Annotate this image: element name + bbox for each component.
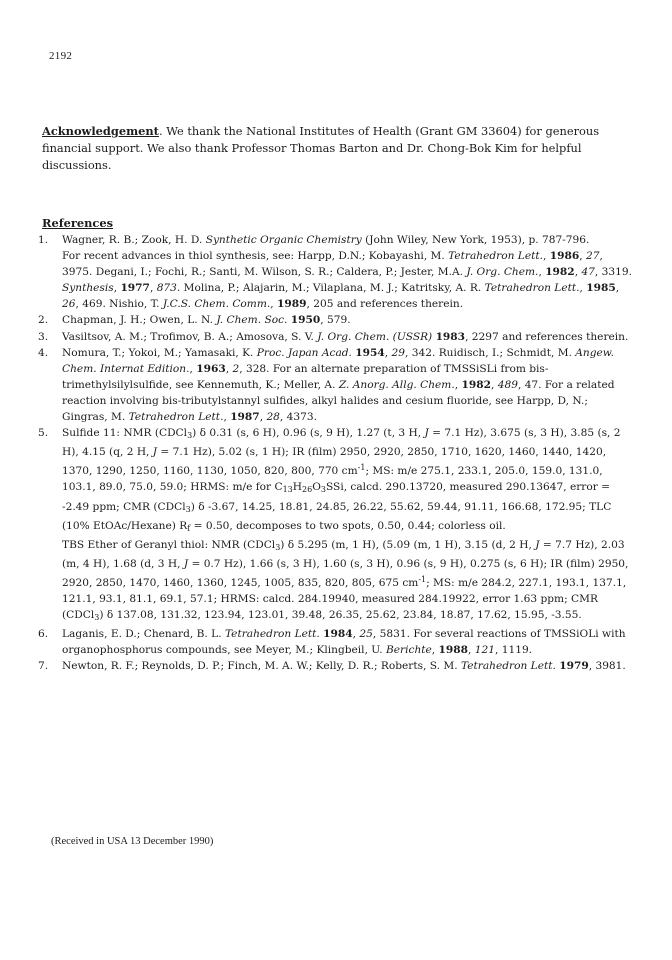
reference-number: 2 . [38,312,48,328]
page-number: 2192 [49,50,73,62]
reference-text: Chapman, J. H.; Owen, L. N. J. Chem. Soc. 1950, 579. [62,314,351,327]
reference-text: For recent advances in thiol synthesis, see: Harpp, D.N.; Kobayashi, M. Tetrahedron Lett., 1986, 27, 3975. Degani, I.; Fochi, R.; Santi, M. Wilson, S. R.; Caldera, P.; Jester, M.A. J. Org. Chem., 1982, 47, 3319. Synthesis, 1977, 873. Molina, P.; Alajarin, M.; Vilaplana, M. J.; Katritsky, A. R. Tetrahedron Lett., 1985, 26, 469. Nishio, T. J.C.S. Chem. Comm., 1989, 205 and references therein. [62,250,632,311]
reference-text: Newton, R. F.; Reynolds, D. P.; Finch, M. A. W.; Kelly, D. R.; Roberts, S. M. Tetrahedron Lett. 1979, 3981. [62,660,626,673]
acknowledgement-paragraph [42,123,630,173]
reference-item [30,329,634,345]
references-list [30,232,634,674]
reference-number: 6 . [38,626,48,642]
reference-text: TBS Ether of Geranyl thiol: NMR (CDCl$_3$) δ 5.295 (m, 1 H), (5.09 (m, 1 H), 3.15 (d, 2 H, J = 7.7 Hz), 2.03 (m, 4 H), 1.68 (d, 3 H, J = 0.7 Hz), 1.66 (s, 3 H), 1.60 (s, 3 H), 0.96 (s, 9 H), 0.275 (s, 6 H); IR (film) 2950, 2920, 2850, 1470, 1460, 1360, 1245, 1005, 835, 820, 805, 675 $cm^{-1}$; MS: m/e 284.2, 227.1, 193.1, 137.1, 121.1, 93.1, 81.1, 69.1, 57.1; HRMS: calcd. 284.19940, measured 284.19922, error 1.63 ppm; CMR (CDCl$_3$) δ 137.08, 131.32, 123.94, 123.01, 39.48, 26.35, 25.62, 23.84, 18.87, 17.62, 15.95, -3.55. [62,538,629,623]
acknowledgement-heading: Acknowledgement [42,124,159,138]
received-date: (Received in USA 13 December 1990) [51,836,214,847]
reference-text: Laganis, E. D.; Chenard, B. L. Tetrahedron Lett. 1984, 25, 5831. For several reactions of TMSSiOLi with organophosphorus compounds, see Meyer, M.; Klingbeil, U. Berichte, 1988, 121, 1119. [62,628,626,657]
reference-item [30,626,634,658]
reference-number: 3 . [38,329,48,345]
reference-item [30,232,634,312]
acknowledgement-text: . We thank the National Institutes of Health (Grant GM 33604) for generous financial support. We also thank Professor Thomas Barton and Dr. Chong-Bok Kim for helpful discussions. [42,124,600,172]
reference-item [30,658,634,674]
reference-text: Sulfide 11: NMR (CDCl$_3$) δ 0.31 (s, 6 H), 0.96 (s, 9 H), 1.27 (t, 3 H, J = 7.1 Hz), 3.675 (s, 3 H), 3.85 (s, 2 H), 4.15 (q, 2 H, J = 7.1 Hz), 5.02 (s, 1 H); IR (film) 2950, 2920, 2850, 1710, 1620, 1460, 1440, 1420, 1370, 1290, 1250, 1160, 1130, 1050, 820, 800, 770 $cm^{-1}$; MS: m/e 275.1, 233.1, 205.0, 159.0, 131.0, 103.1, 89.0, 75.0, 59.0; HRMS: m/e for $C_{13}H_{26}O_3SSi$, calcd. 290.13720, measured 290.13647, error = -2.49 ppm; CMR (CDCl$_3$) δ -3.67, 14.25, 18.81, 24.85, 26.22, 55.62, 59.44, 91.11, 166.68, 172.95; TLC (10% EtOAc/Hexane) $R_f = 0.50$, decomposes to two spots, 0.50, 0.44; colorless oil. [62,427,621,533]
references-heading: References [42,216,113,230]
reference-text: Vasiltsov, A. M.; Trofimov, B. A.; Amosova, S. V. J. Org. Chem. (USSR) 1983, 2297 and references therein. [62,330,629,343]
reference-item [30,312,634,328]
reference-text: Nomura, T.; Yokoi, M.; Yamasaki, K. Proc. Japan Acad. 1954, 29, 342. Ruidisch, I.; Schmidt, M. Angew. Chem. Internat Edition., 1963, 2, 328. For an alternate preparation of TMSSiSLi from bis-trimethylsilylsulfide, see Kennemuth, K.; Meller, A. Z. Anorg. Allg. Chem., 1982, 489, 47. For a related reaction involving bis-tributylstannyl sulfides, alkyl halides and cesium fluoride, see Harpp, D, N.; Gingras, M. Tetrahedron Lett., 1987, 28, 4373. [62,346,615,424]
reference-number: 7 . [38,658,48,674]
reference-number: 1 . [38,232,48,248]
reference-item [30,425,634,626]
reference-number: 4 . [38,345,48,361]
reference-number: 5 . [38,425,48,441]
reference-item [30,345,634,425]
reference-text: Wagner, R. B.; Zook, H. D. Synthetic Organic Chemistry (John Wiley, New York, 1953), p. 787-796. [62,234,590,246]
